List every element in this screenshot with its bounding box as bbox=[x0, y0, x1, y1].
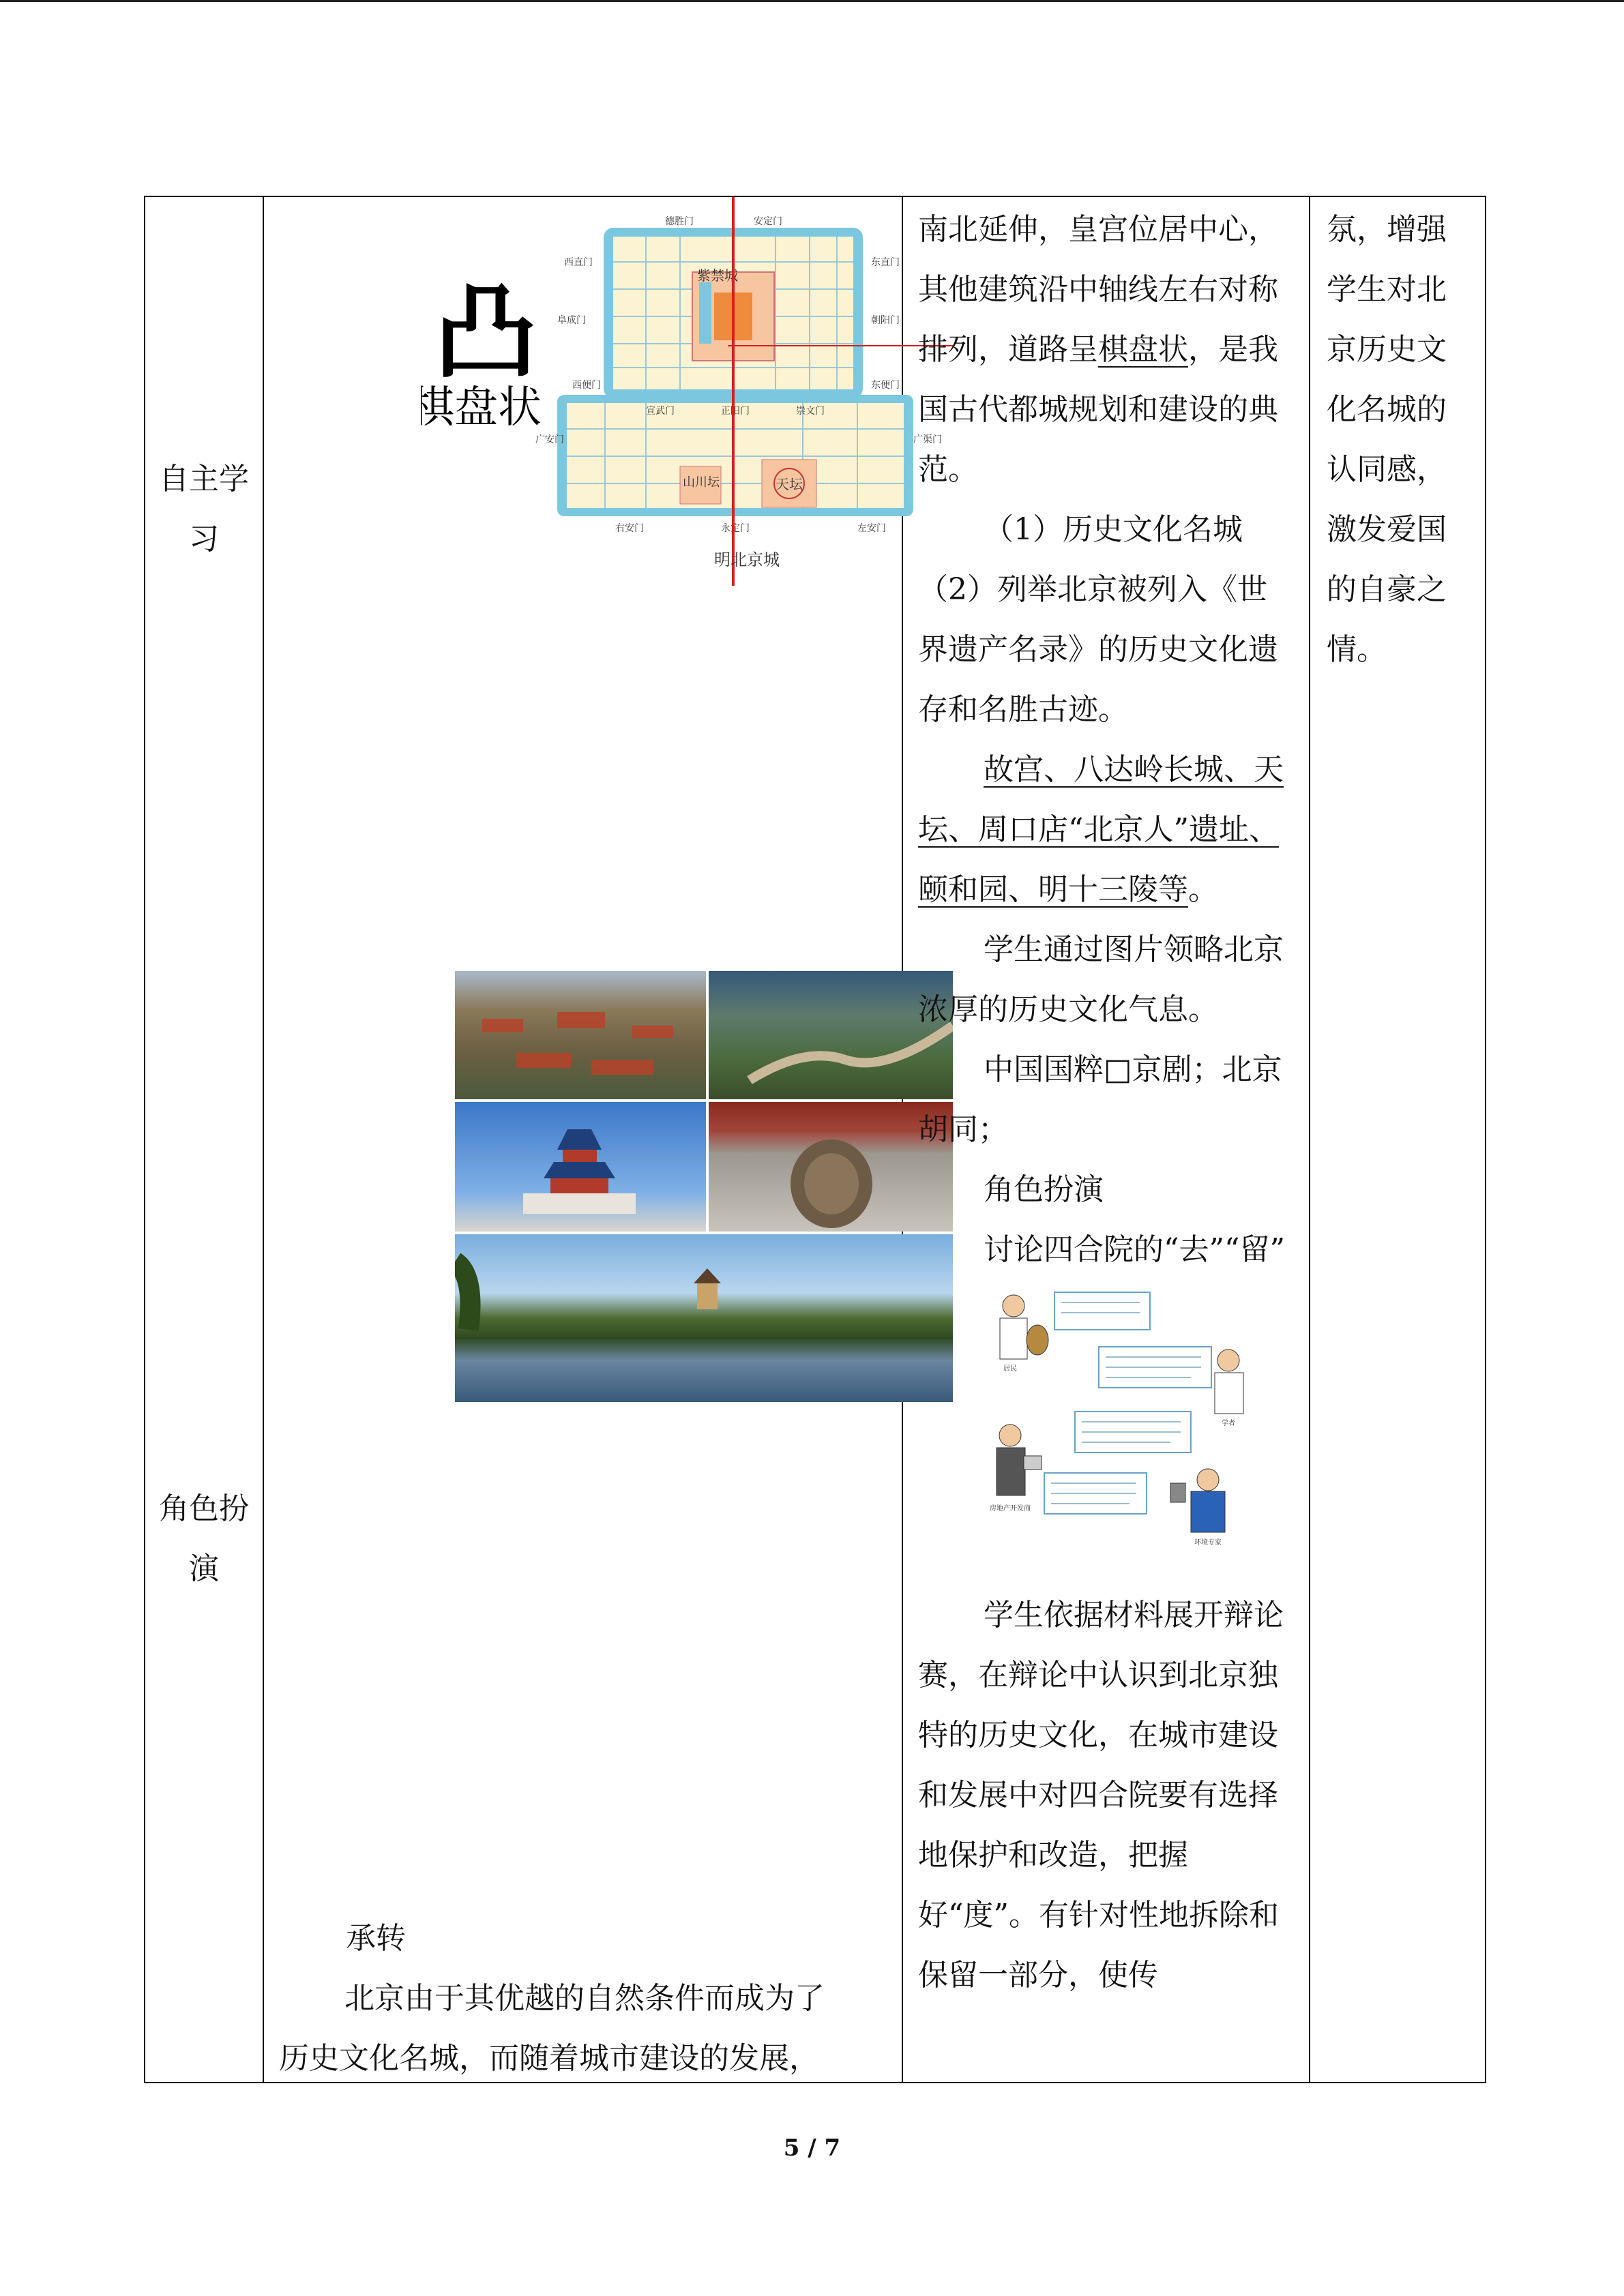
design-intent-cell bbox=[1310, 196, 1486, 2083]
svg-text:东直门: 东直门 bbox=[871, 257, 900, 268]
text-discussion: 讨论四合院的“去”“留” bbox=[984, 1232, 1285, 1267]
svg-text:永定门: 永定门 bbox=[721, 523, 750, 534]
svg-text:西便门: 西便门 bbox=[572, 380, 601, 391]
svg-text:正阳门: 正阳门 bbox=[721, 406, 750, 417]
text-heading-2: （2）列举北京被列入《世界遗产名录》的历史文化遗存和名胜古迹。 bbox=[918, 572, 1278, 727]
svg-text:居民: 居民 bbox=[1003, 1365, 1017, 1373]
map-big-char: 凸 bbox=[434, 273, 537, 392]
photo-temple-of-heaven bbox=[455, 1102, 706, 1232]
transition-line-2: 历史文化名城，而随着城市建设的发展， bbox=[279, 2041, 819, 2076]
label-role-play: 角色扮演 bbox=[159, 1491, 249, 1586]
photo-forbidden-city bbox=[455, 971, 706, 1099]
svg-text:西直门: 西直门 bbox=[564, 257, 593, 268]
svg-text:安定门: 安定门 bbox=[754, 216, 782, 227]
svg-text:左安门: 左安门 bbox=[857, 523, 886, 534]
page-top-rule bbox=[0, 0, 1624, 2]
transition-line-1: 北京由于其优越的自然条件而成为了 bbox=[344, 1981, 825, 2016]
page-number: 5 / 7 bbox=[783, 2134, 841, 2162]
text-role-play: 角色扮演 bbox=[984, 1172, 1104, 1207]
svg-text:广安门: 广安门 bbox=[535, 434, 564, 445]
student-activity-cell bbox=[902, 196, 1310, 2083]
svg-text:宣武门: 宣武门 bbox=[646, 406, 675, 417]
row-label-cell bbox=[145, 196, 263, 2083]
svg-text:右安门: 右安门 bbox=[615, 523, 644, 534]
photo-summer-palace bbox=[455, 1234, 953, 1402]
label-self-study: 自主学习 bbox=[159, 462, 249, 556]
text-heritage-list: 故宫、八达岭长城、天坛、周口店“北京人”遗址、颐和园、明十三陵等。 bbox=[918, 752, 1284, 907]
map-label-shanchuan: 山川坛 bbox=[683, 475, 720, 490]
text-axis-description: 南北延伸，皇宫位居中心，其他建筑沿中轴线左右对称排列，道路呈棋盘状，是我国古代都城规划和建设的典范。 bbox=[918, 212, 1278, 487]
svg-text:德胜门: 德胜门 bbox=[665, 216, 694, 227]
map-title: 明北京城 bbox=[714, 550, 780, 569]
siheyuan-debate-cartoon bbox=[986, 1285, 1295, 1579]
map-caption-left: 棋盘状 bbox=[421, 383, 542, 433]
materials-cell bbox=[263, 196, 942, 2083]
transition-text bbox=[264, 1909, 902, 2089]
svg-text:环境专家: 环境专家 bbox=[1194, 1539, 1222, 1547]
svg-text:崇文门: 崇文门 bbox=[796, 406, 825, 417]
svg-text:东便门: 东便门 bbox=[871, 380, 900, 391]
svg-text:广渠门: 广渠门 bbox=[913, 434, 942, 445]
text-photos-note: 学生通过图片领略北京浓厚的历史文化气息。 bbox=[918, 932, 1284, 1027]
map-label-temple-heaven: 天坛 bbox=[776, 476, 803, 492]
svg-text:房地产开发商: 房地产开发商 bbox=[990, 1505, 1031, 1512]
text-heading-1: （1）历史文化名城 bbox=[984, 512, 1243, 547]
text-culture: 中国国粹□京剧；北京胡同； bbox=[918, 1052, 1282, 1147]
svg-text:阜成门: 阜成门 bbox=[557, 315, 586, 326]
text-design-intent: 氛，增强学生对北京历史文化名城的认同感，激发爱国的自豪之情。 bbox=[1327, 212, 1447, 667]
map-label-palace: 紫禁城 bbox=[697, 267, 738, 284]
lesson-plan-table bbox=[144, 196, 1486, 2083]
text-debate-outcome: 学生依据材料展开辩论赛，在辩论中认识到北京独特的历史文化，在城市建设和发展中对四合院要有选择地保护和改造，把握好“度”。有针对性地拆除和保留一部分，使传 bbox=[918, 1598, 1284, 1993]
heritage-photo-collage bbox=[455, 971, 953, 1402]
transition-heading: 承转 bbox=[346, 1921, 406, 1956]
svg-text:学者: 学者 bbox=[1222, 1420, 1235, 1427]
svg-text:朝阳门: 朝阳门 bbox=[871, 315, 900, 326]
